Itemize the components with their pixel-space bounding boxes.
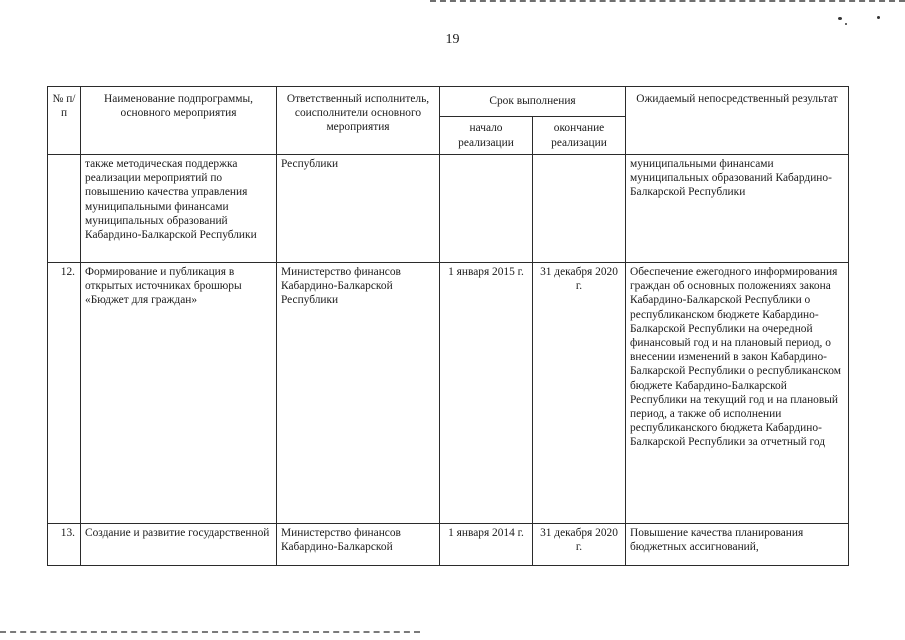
header-start: начало реализации	[440, 117, 533, 155]
table-row	[48, 155, 849, 263]
row-responsible: Министерство финансов Кабардино-Балкарской	[277, 524, 440, 566]
row-num	[48, 155, 81, 263]
row-responsible: Министерство финансов Кабардино-Балкарской Республики	[277, 263, 440, 524]
row-end	[533, 155, 626, 263]
row-responsible: Республики	[277, 155, 440, 263]
row-end: 31 декабря 2020 г.	[533, 263, 626, 524]
row-name: Формирование и публикация в открытых источниках брошюры «Бюджет для граждан»	[81, 263, 277, 524]
scan-artifact-bottom	[0, 631, 420, 635]
header-responsible: Ответственный исполнитель, соисполнители основного мероприятия	[277, 87, 440, 155]
table-header-row	[48, 87, 849, 117]
table-row	[48, 524, 849, 566]
row-num: 13.	[48, 524, 81, 566]
header-num: № п/п	[48, 87, 81, 155]
header-term: Срок выполнения	[440, 87, 626, 117]
row-result: Обеспечение ежегодного информирования граждан об основных положениях закона Кабардино-Балкарской Республики о республиканском бюджете Кабардино-Балкарской Республики на очередной финансовый год и на плановый период, о внесении изменений в закон Кабардино-Балкарской Республики о республиканском бюджете Кабардино-Балкарской Республики на текущий год и на плановый период, а также об исполнении республиканского бюджета Кабардино-Балкарской Республики за отчетный год	[626, 263, 849, 524]
row-result: муниципальными финансами муниципальных образований Кабардино-Балкарской Республики	[626, 155, 849, 263]
header-name: Наименование подпрограммы, основного мероприятия	[81, 87, 277, 155]
scan-speck	[845, 23, 847, 25]
scan-speck	[877, 16, 880, 19]
row-num: 12.	[48, 263, 81, 524]
table-row	[48, 263, 849, 524]
program-table	[47, 86, 849, 566]
row-result: Повышение качества планирования бюджетных ассигнований,	[626, 524, 849, 566]
scan-artifact-top	[430, 0, 905, 4]
page-number: 19	[445, 32, 460, 47]
header-end: окончание реализации	[533, 117, 626, 155]
scan-speck	[838, 17, 842, 20]
row-name: Создание и развитие государственной	[81, 524, 277, 566]
row-start: 1 января 2015 г.	[440, 263, 533, 524]
row-start	[440, 155, 533, 263]
row-name: также методическая поддержка реализации мероприятий по повышению качества управления муниципальными финансами муниципальных образований Кабардино-Балкарской Республики	[81, 155, 277, 263]
row-end: 31 декабря 2020 г.	[533, 524, 626, 566]
header-result: Ожидаемый непосредственный результат	[626, 87, 849, 155]
row-start: 1 января 2014 г.	[440, 524, 533, 566]
